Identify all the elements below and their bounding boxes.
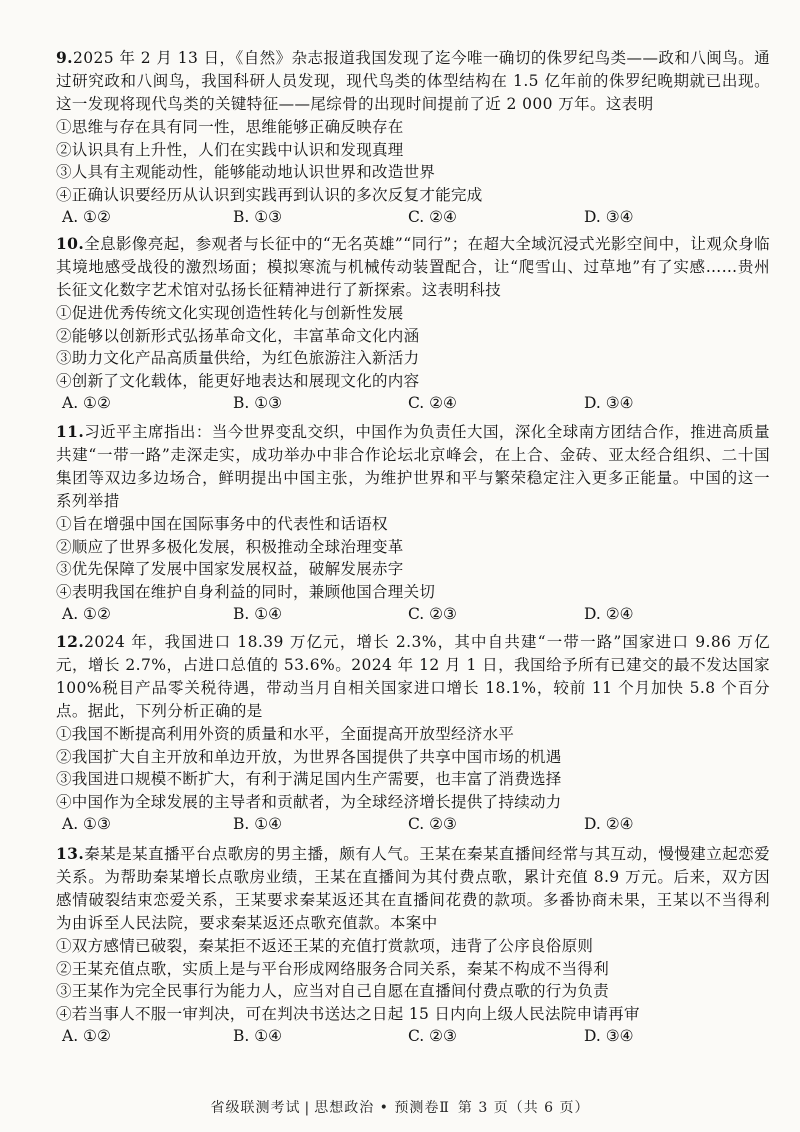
question-stem <box>56 232 770 302</box>
choice-a[interactable]: A. ①② <box>62 1027 111 1045</box>
statement-3: ③优先保障了发展中国家发展权益，破解发展赤字 <box>56 560 404 578</box>
question-stem-text: 习近平主席指出：当今世界变乱交织，中国作为负责任大国，深化全球南方团结合作，推进高质量共建“一带一路”走深走实，成功举办中非合作论坛北京峰会，在上合、金砖、亚太经合组织、二十国集团等双边多边场合，鲜明提出中国主张，为维护世界和平与繁荣稳定注入更多正能量。中国的这一系列举措 <box>56 423 770 510</box>
choice-c[interactable]: C. ②④ <box>408 208 457 226</box>
question-12 <box>56 630 770 835</box>
answer-choices <box>56 603 770 625</box>
statement-4: ④表明我国在维护自身利益的同时，兼顾他国合理关切 <box>56 582 436 601</box>
question-number: 10. <box>56 234 85 253</box>
footer-subject: 思想政治 • 预测卷Ⅱ <box>314 1100 450 1116</box>
question-stem <box>56 842 770 935</box>
question-11 <box>56 420 770 625</box>
question-number: 9. <box>56 48 73 67</box>
question-9 <box>56 46 770 228</box>
statement-2: ②顺应了世界多极化发展，积极推动全球治理变革 <box>56 537 404 556</box>
question-stem-text: 全息影像亮起，参观者与长征中的“无名英雄”“同行”；在超大全域沉浸式光影空间中，让观众身临其境地感受战役的激烈场面；模拟寒流与机械传动装置配合，让“爬雪山、过草地”有了实感……贵州长征文化数字艺术馆对弘扬长征精神进行了新探索。这表明科技 <box>56 235 770 299</box>
statement-2: ②能够以创新形式弘扬革命文化，丰富革命文化内涵 <box>56 326 420 345</box>
statement-1: ①我国不断提高利用外资的质量和水平，全面提高开放型经济水平 <box>56 725 515 743</box>
choice-b[interactable]: B. ①③ <box>233 394 283 412</box>
statement-4: ④中国作为全球发展的主导者和贡献者，为全球经济增长提供了持续动力 <box>56 792 562 811</box>
choice-d[interactable]: D. ②④ <box>584 815 634 833</box>
question-stem-text: 2024 年，我国进口 18.39 万亿元，增长 2.3%，其中自共建“一带一路”国家进口 9.86 万亿元，增长 2.7%，占进口总值的 53.6%。2024 年 12 月 1 日，我国给予所有已建交的最不发达国家 100%税目产品零关税待遇，带动当月自相关国家进口增长 18.1%，较前 11 个月加快 5.8 个百分点。据此，下列分析正确的是 <box>56 633 770 720</box>
footer-page-number: 第 3 页（共 6 页） <box>457 1100 590 1116</box>
statement-4: ④正确认识要经历从认识到实践再到认识的多次反复才能完成 <box>56 185 483 204</box>
statement-1: ①促进优秀传统文化实现创造性转化与创新性发展 <box>56 304 404 322</box>
choice-b[interactable]: B. ①③ <box>233 208 283 226</box>
choice-c[interactable]: C. ②③ <box>408 1027 457 1045</box>
statement-3: ③人具有主观能动性，能够能动地认识世界和改造世界 <box>56 163 436 181</box>
choice-c[interactable]: C. ②④ <box>408 394 457 412</box>
question-number: 12. <box>56 632 85 651</box>
statement-3: ③王某作为完全民事行为能力人，应当对自己自愿在直播间付费点歌的行为负责 <box>56 982 610 1000</box>
statement-4: ④若当事人不服一审判决，可在判决书送达之日起 15 日内向上级人民法院申请再审 <box>56 1004 640 1023</box>
statement-1: ①双方感情已破裂，秦某拒不返还王某的充值打赏款项，违背了公序良俗原则 <box>56 937 594 955</box>
question-stem-text: 秦某是某直播平台点歌房的男主播，颇有人气。王某在秦某直播间经常与其互动，慢慢建立起恋爱关系。为帮助秦某增长点歌房业绩，王某在直播间为其付费点歌，累计充值 8.9 万元。后来，双方因感情破裂结束恋爱关系，王某要求秦某返还其在直播间花费的款项。多番协商未果，王某以不当得利为由诉至人民法院，要求秦某返还点歌充值款。本案中 <box>56 845 770 932</box>
statement-3: ③助力文化产品高质量供给，为红色旅游注入新活力 <box>56 349 420 367</box>
choice-d[interactable]: D. ③④ <box>584 208 634 226</box>
choice-c[interactable]: C. ②③ <box>408 815 457 833</box>
choice-a[interactable]: A. ①② <box>62 208 111 226</box>
question-stem-text: 2025 年 2 月 13 日，《自然》杂志报道我国发现了迄今唯一确切的侏罗纪鸟类——政和八闽鸟。通过研究政和八闽鸟，我国科研人员发现，现代鸟类的体型结构在 1.5 亿年前的侏罗纪晚期就已出现。这一发现将现代鸟类的关键特征——尾综骨的出现时间提前了近 2 000 万年。这表明 <box>56 49 770 113</box>
choice-b[interactable]: B. ①④ <box>233 605 283 623</box>
choice-b[interactable]: B. ①④ <box>233 1027 283 1045</box>
statement-3: ③我国进口规模不断扩大，有利于满足国内生产需要，也丰富了消费选择 <box>56 770 562 788</box>
statement-2: ②我国扩大自主开放和单边开放，为世界各国提供了共享中国市场的机遇 <box>56 747 562 766</box>
statement-2: ②认识具有上升性，人们在实践中认识和发现真理 <box>56 140 404 159</box>
choice-d[interactable]: D. ②④ <box>584 605 634 623</box>
answer-choices <box>56 206 770 228</box>
statement-4: ④创新了文化载体，能更好地表达和展现文化的内容 <box>56 371 420 390</box>
answer-choices <box>56 1025 770 1047</box>
statement-2: ②王某充值点歌，实质上是与平台形成网络服务合同关系，秦某不构成不当得利 <box>56 959 610 978</box>
choice-b[interactable]: B. ①④ <box>233 815 283 833</box>
question-10 <box>56 232 770 414</box>
choice-d[interactable]: D. ③④ <box>584 394 634 412</box>
question-stem <box>56 630 770 723</box>
question-stem <box>56 420 770 513</box>
answer-choices <box>56 392 770 414</box>
question-13 <box>56 842 770 1047</box>
choice-c[interactable]: C. ②③ <box>408 605 457 623</box>
footer-exam-name: 省级联测考试 <box>210 1100 301 1116</box>
question-number: 13. <box>56 844 85 863</box>
question-number: 11. <box>56 422 85 441</box>
answer-choices <box>56 813 770 835</box>
choice-a[interactable]: A. ①② <box>62 605 111 623</box>
page-footer: 省级联测考试 | 思想政治 • 预测卷Ⅱ 第 3 页（共 6 页） <box>210 1100 590 1116</box>
choice-a[interactable]: A. ①③ <box>62 815 111 833</box>
statement-1: ①思维与存在具有同一性，思维能够正确反映存在 <box>56 118 404 136</box>
choice-a[interactable]: A. ①② <box>62 394 111 412</box>
question-stem <box>56 46 770 116</box>
statement-1: ①旨在增强中国在国际事务中的代表性和话语权 <box>56 515 388 533</box>
choice-d[interactable]: D. ③④ <box>584 1027 634 1045</box>
